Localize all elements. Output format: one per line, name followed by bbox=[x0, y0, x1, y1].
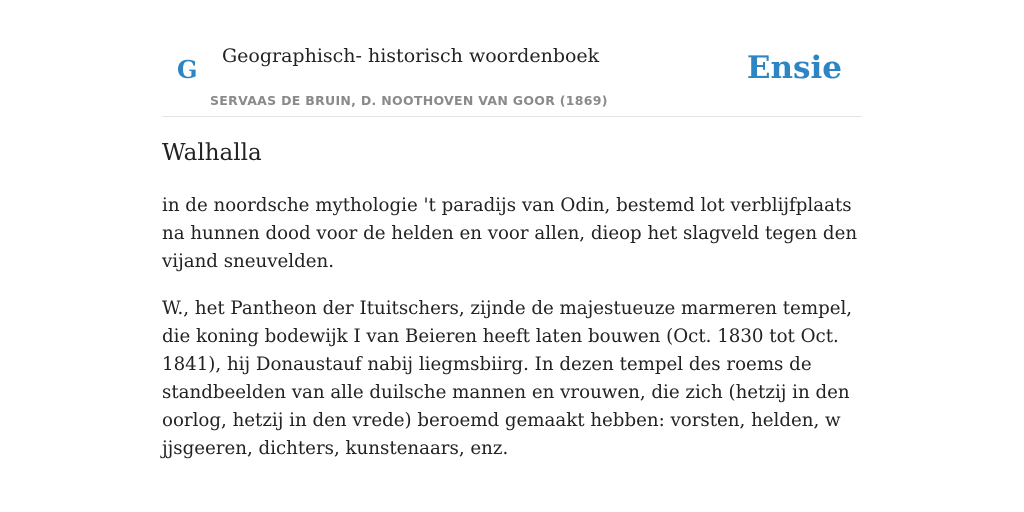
entry-paragraph: W., het Pantheon der Ituitschers, zijnde de majestueuze marmeren tempel, die koning bodewijk I van Beieren heeft laten bouwen (Oct. 1830 tot Oct. 1841), hij Donaustauf nabij liegmsbiirg. In dezen tempel des roems de standbeelden van alle duilsche mannen en vrouwen, die zich (hetzij in den oorlog, hetzij in den vrede) beroemd gemaakt hebben: vorsten, helden, w jjsgeeren, dichters, kunstenaars, enz. bbox=[162, 298, 853, 459]
entry-title: Walhalla bbox=[162, 140, 262, 166]
book-author[interactable]: SERVAAS DE BRUIN, D. NOOTHOVEN VAN GOOR (1869) bbox=[210, 93, 608, 108]
page-container bbox=[162, 0, 862, 459]
book-title[interactable]: Geographisch- historisch woordenboek bbox=[222, 45, 600, 67]
entry-body bbox=[162, 192, 862, 482]
ensie-logo-link[interactable]: Ensie bbox=[746, 50, 842, 86]
book-letter-icon[interactable]: G bbox=[177, 55, 198, 84]
header bbox=[162, 0, 862, 117]
entry-paragraph: in de noordsche mythologie 't paradijs van Odin, bestemd lot verblijfplaats na hunnen dood voor de helden en voor allen, dieop het slagveld tegen den vijand sneuvelden. bbox=[162, 195, 858, 272]
